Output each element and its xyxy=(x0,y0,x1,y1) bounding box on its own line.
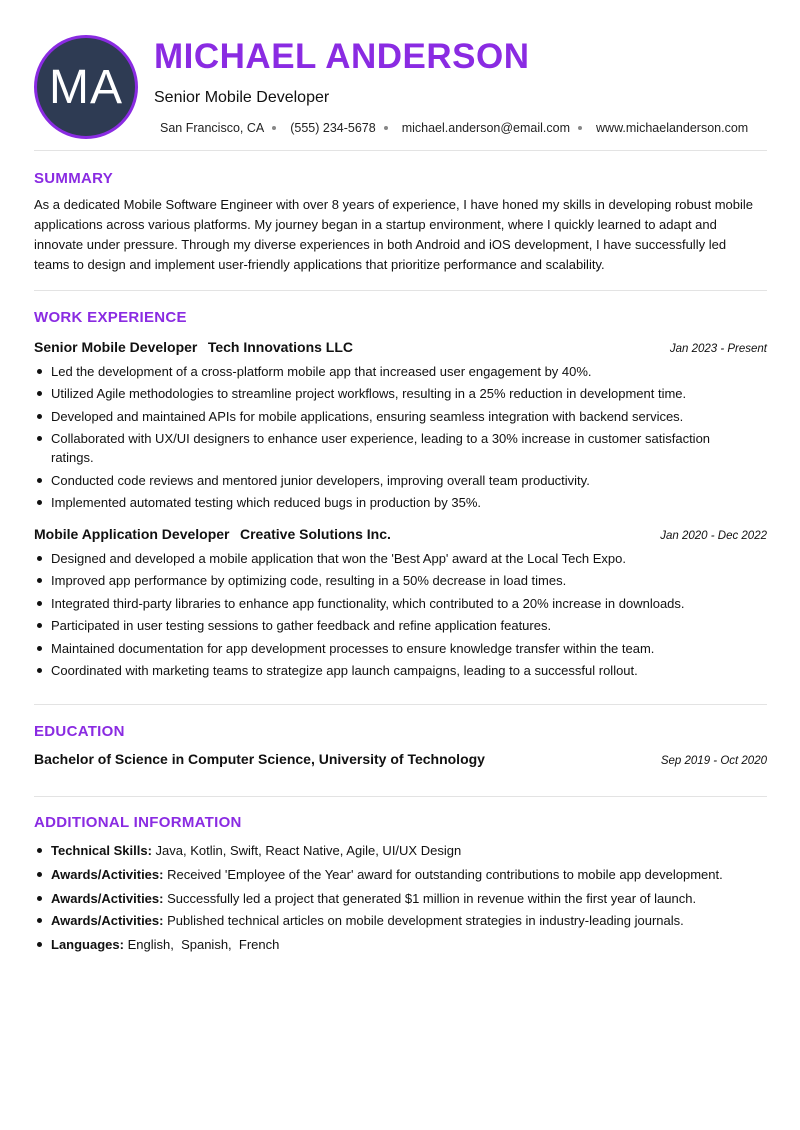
avatar-initials-text: MA xyxy=(49,60,123,114)
item-text: Received 'Employee of the Year' award for outstanding contributions to mobile app development. xyxy=(167,867,723,882)
list-item: Improved app performance by optimizing code, resulting in a 50% decrease in load times. xyxy=(34,571,754,590)
summary-text: As a dedicated Mobile Software Engineer with over 8 years of experience, I have honed my skills in developing robust mobile applications across various platforms. My journey began in a startup environment, where I quickly learned to adapt and innovate under pressure. Through my diverse experiences in both Android and iOS development, I have successfully led teams to design and implement user-friendly applications that prioritize performance and scalability. xyxy=(34,197,754,272)
contact-email[interactable]: michael.anderson@email.com xyxy=(401,121,571,135)
contact-phone: (555) 234-5678 xyxy=(290,121,376,135)
job-role: Senior Mobile Developer xyxy=(34,339,198,355)
list-item: Led the development of a cross-platform mobile app that increased user engagement by 40%. xyxy=(34,362,754,381)
item-label: Languages: xyxy=(51,937,124,952)
additional-info-list xyxy=(34,841,754,959)
item-label: Awards/Activities: xyxy=(51,891,164,906)
contact-location: San Francisco, CA xyxy=(160,121,265,135)
work-experience-heading: WORK EXPERIENCE xyxy=(34,309,187,326)
item-text: Successfully led a project that generated $1 million in revenue within the first year of launch. xyxy=(167,891,697,906)
job-header xyxy=(34,338,767,358)
job-bullet-list xyxy=(34,362,754,515)
summary-heading: SUMMARY xyxy=(34,170,114,187)
job-bullet-list xyxy=(34,549,754,683)
list-item: Developed and maintained APIs for mobile applications, ensuring seamless integration with backend services. xyxy=(34,407,754,426)
separator-dot-icon xyxy=(272,126,276,130)
separator-dot-icon xyxy=(578,126,582,130)
job-dates: Jan 2023 - Present xyxy=(669,343,767,355)
job-company: Tech Innovations LLC xyxy=(207,339,354,355)
job-header xyxy=(34,525,767,545)
list-item: Designed and developed a mobile application that won the 'Best App' award at the Local Tech Expo. xyxy=(34,549,754,568)
avatar-initials xyxy=(34,35,138,139)
item-text: Published technical articles on mobile development strategies in industry-leading journals. xyxy=(167,913,684,928)
additional-info-heading: ADDITIONAL INFORMATION xyxy=(34,814,242,831)
education-heading: EDUCATION xyxy=(34,723,125,740)
separator-dot-icon xyxy=(384,126,388,130)
list-item: Collaborated with UX/UI designers to enhance user experience, leading to a 30% increase in customer satisfaction ratings. xyxy=(34,429,754,467)
job-company: Creative Solutions Inc. xyxy=(239,526,391,542)
contact-website[interactable]: www.michaelanderson.com xyxy=(596,121,749,135)
list-item xyxy=(34,841,754,860)
list-item: Utilized Agile methodologies to streamline project workflows, resulting in a 25% reduction in development time. xyxy=(34,384,754,403)
item-text: English, Spanish, French xyxy=(127,937,280,952)
list-item: Conducted code reviews and mentored junior developers, improving overall team productivity. xyxy=(34,471,754,490)
item-label: Technical Skills: xyxy=(51,843,152,858)
candidate-title: Senior Mobile Developer xyxy=(154,89,330,106)
education-entry xyxy=(34,751,767,767)
divider xyxy=(34,796,767,797)
list-item: Implemented automated testing which reduced bugs in production by 35%. xyxy=(34,493,754,512)
divider xyxy=(34,704,767,705)
job-dates: Jan 2020 - Dec 2022 xyxy=(660,530,767,542)
list-item: Participated in user testing sessions to gather feedback and refine application features. xyxy=(34,616,754,635)
list-item xyxy=(34,865,754,884)
list-item: Integrated third-party libraries to enhance app functionality, which contributed to a 20% increase in downloads. xyxy=(34,594,754,613)
list-item: Maintained documentation for app development processes to ensure knowledge transfer within the team. xyxy=(34,639,754,658)
item-label: Awards/Activities: xyxy=(51,867,164,882)
item-label: Awards/Activities: xyxy=(51,913,164,928)
education-dates: Sep 2019 - Oct 2020 xyxy=(660,755,767,767)
divider xyxy=(34,150,767,151)
candidate-name: MICHAEL ANDERSON xyxy=(154,37,530,76)
job-role: Mobile Application Developer xyxy=(34,526,230,542)
list-item xyxy=(34,911,754,930)
list-item xyxy=(34,889,754,908)
education-degree: Bachelor of Science in Computer Science, University of Technology xyxy=(34,751,485,767)
item-text: Java, Kotlin, Swift, React Native, Agile, UI/UX Design xyxy=(155,843,462,858)
list-item xyxy=(34,935,754,954)
list-item: Coordinated with marketing teams to strategize app launch campaigns, leading to a successful rollout. xyxy=(34,661,754,680)
divider xyxy=(34,290,767,291)
contact-row xyxy=(160,120,748,136)
